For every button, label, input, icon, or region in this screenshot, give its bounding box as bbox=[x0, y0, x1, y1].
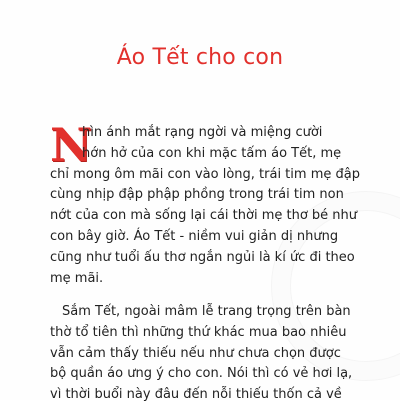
text-line: chỉ mong ôm mãi con vào lòng, trái tim mẹ đập bbox=[50, 166, 360, 182]
text-line: con bây giờ. Áo Tết - niềm vui giản dị nhưng bbox=[50, 228, 339, 244]
text-line: cũng như tuổi ấu thơ ngắn ngủi là kí ức đi theo bbox=[50, 249, 355, 265]
text-line: hớn hở của con khi mặc tấm áo Tết, mẹ bbox=[82, 145, 342, 161]
paragraph-2 bbox=[50, 302, 362, 406]
text-line: mẹ mãi. bbox=[50, 270, 104, 286]
text-line: nớt của con mà sống lại cái thời mẹ thơ bé như bbox=[50, 208, 358, 224]
paragraph-1 bbox=[50, 118, 362, 289]
text-line: bộ quần áo ưng ý cho con. Nói thì có vẻ hơi lạ, bbox=[50, 366, 353, 382]
text-line: hìn ánh mắt rạng ngời và miệng cười bbox=[82, 125, 323, 140]
text-line: vì thời buổi này đâu đến nỗi thiếu thốn cả về bbox=[50, 387, 342, 403]
text-line: cùng nhịp đập phập phồng trong trái tim non bbox=[50, 187, 344, 203]
text-line: Sắm Tết, ngoài mâm lễ trang trọng trên bàn bbox=[62, 304, 351, 319]
text-line: vẫn cảm thấy thiếu nếu như chưa chọn được bbox=[50, 345, 341, 361]
chapter-title: Áo Tết cho con bbox=[116, 45, 284, 70]
drop-cap: N bbox=[50, 118, 93, 172]
text-line: thờ tổ tiên thì những thứ khác mua bao nhiêu bbox=[50, 324, 347, 340]
